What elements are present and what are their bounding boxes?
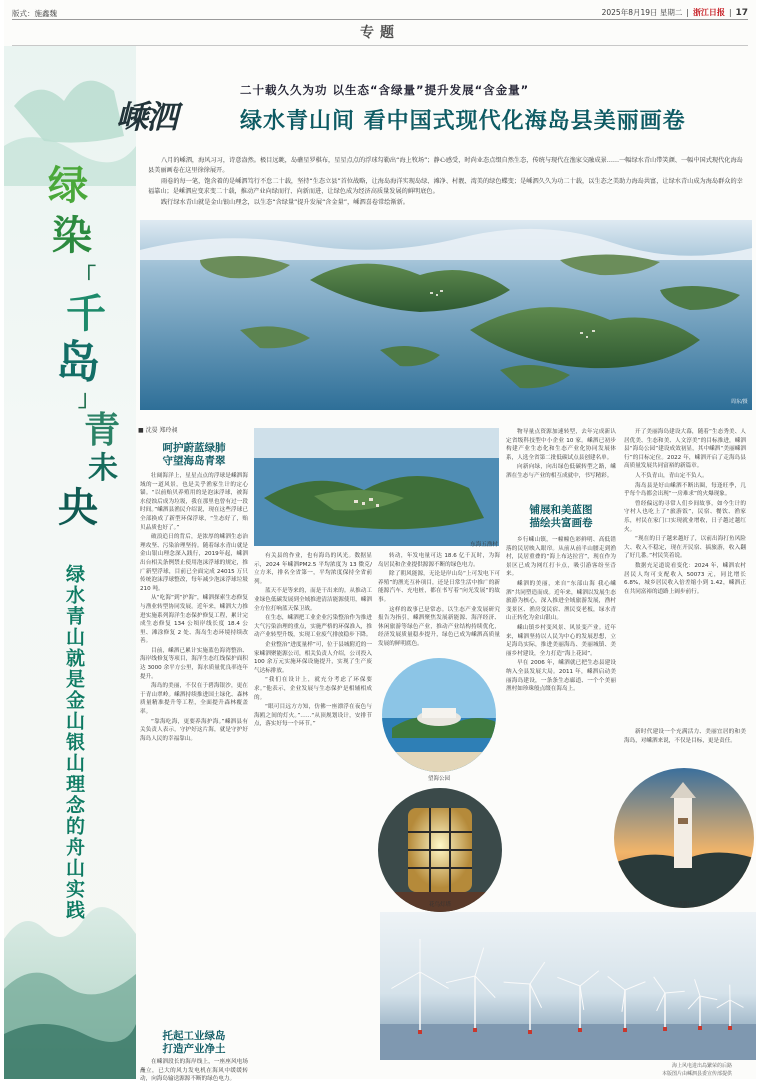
- col5-paragraph-3: 嵊山镇乡村变风景、风景变产业。近年来，嵊泗坚持以人民为中心的发展思想，立足海岛实际，推进美丽海岛、美丽城镇、美丽乡村建设，全力打造“海上花园”。: [506, 624, 616, 658]
- island-photo: [254, 428, 499, 546]
- col2-paragraph-1: 有关县的作业，也有海岛的风光。数据显示，2024 年嵊泗PM2.5 平均浓度为 13 微克/立方米，排名全省第一，平均浓度保持全省前列。: [254, 552, 372, 586]
- col1-paragraph-2: 破浪追日的背后，是浓厚的嵊泗生态治理攻坚、污染治理坚持。随着绿水青山就是金山银山理念深入践行，2019年起，嵊泗出台相关条例禁止使用泡沫浮球的规定，推广新型浮球，目前已全面完成 24015 万只传统泡沫浮球整改，每年减少泡沫浮球垃圾 210 吨。: [140, 533, 248, 593]
- col2-paragraph-6: “眼可目远方方知，仿佛一座漂浮在夜色与海鸥之间的灯火。”……“从顶规划设计，安排节点，落实好每一个环节。”: [254, 703, 372, 729]
- col2-paragraph-3: 在生态，嵊泗把工业企业污染整治作为推进大气污染治理的重点，实施严格的环保准入，推动产业转型升级，实现工业废气排放稳步下降。: [254, 614, 372, 640]
- col3-paragraph-1: 转动，年发电量可达 18.6 亿千瓦时，为海岛居民和企业提供源源不断的绿色电力。: [378, 552, 500, 569]
- hero-aerial-photo: [140, 220, 752, 410]
- caption-park: 望海公园: [414, 774, 464, 782]
- lighthouse-photo: [378, 788, 502, 912]
- col1-paragraph-3: 从“吃海”到“护海”，嵊泗探索生态修复与渔业转型协同发展。近年来，嵊泗大力推进实施系列海洋生态保护修复工程，累计完成生态修复 134 公顷岸线长度 18.4 公里、滩涂修复 2 处、海岛生态环境持续改善。: [140, 594, 248, 646]
- col2-tail-paragraph: 在嵊泗段长的海岸线上，一座座风电场矗立，已大的风力发电机在海风中缓缓转动，向海岛输送源源不断的绿色电力。: [140, 1058, 248, 1084]
- column-5: [506, 536, 616, 768]
- subhead-2-line-1: 铺展和美蓝图: [506, 504, 616, 517]
- subhead-2-line-2: 描绘共富画卷: [506, 517, 616, 530]
- column-2: [254, 552, 372, 1072]
- col6-paragraph-4: 曾经偏远的寻常人们乡间故事，如今生计的守村人也吃上了“旅游饭”，民宿、餐饮、渔家乐，村民在家门口实现就业增收，日子越过越红火。: [624, 500, 746, 534]
- col7-paragraph-1: 新时代建设一个充满活力、美丽宜居的和美海岛，对嵊泗来说，不仅是目标，更是责任。: [624, 728, 746, 745]
- header-right: 2025年8月19日 星期二 | 浙江日报 | 17: [602, 7, 748, 18]
- page-number: 17: [735, 8, 748, 18]
- edition-editor: 版式：施鑫魏: [12, 8, 57, 19]
- col6-paragraph-5: “现在的日子越来越好了，以前出海打鱼风险大、收入不稳定，现在开民宿、搞旅游，收入翻了好几番。”村民笑着说。: [624, 535, 746, 561]
- subhead-1-line-2: 守望海岛青翠: [140, 455, 248, 468]
- column-7: [624, 728, 746, 758]
- col3-paragraph-3: 这样的故事已是常态。以生态产业发展研究报告为指引，嵊泗聚焦发展新能源、海洋经济、休闲旅游等绿色产业，推动产业结构持续优化，经济发展质量稳步提升，绿色已成为嵊泗高质量发展的鲜明底色。: [378, 606, 500, 649]
- viewpoint-photo: [614, 768, 754, 908]
- subhead-1: [140, 442, 248, 468]
- section-title: 专题: [4, 22, 756, 42]
- column-3: [378, 552, 500, 642]
- subhead-2: [506, 504, 616, 530]
- slogan-char-2: 染: [52, 216, 92, 256]
- column-6: [624, 428, 746, 728]
- hero-photo-credit: 周东/摄: [731, 398, 748, 405]
- intro-paragraph-3: 践行绿水青山就是金山银山理念，以生态“含绿量”提升发展“含金量”，嵊泗喜卷常绘渐新。: [148, 198, 744, 208]
- article-headline: 绿水青山间 看中国式现代化海岛县美丽画卷: [240, 104, 686, 135]
- slogan-char-6: 」: [78, 388, 100, 410]
- col1-paragraph-1: 壮阔海洋上，星星点点的浮球是嵊泗海域的一道风景，也是关乎渔家生计的定心锚。“以前贻贝养殖用的是泡沫浮球，被海水侵蚀后成为垃圾，我在那里也曾有过一段时间。”嵊泗县渔民介绍说，现在这些浮球已全部换成了新型环保浮球，“生态好了，贻贝品质也好了。”: [140, 472, 248, 532]
- windfarm-photo: [380, 912, 756, 1060]
- col6-paragraph-2: 人不负青山，青山定不负人。: [624, 472, 746, 481]
- col6-paragraph-6: 数据充足道说看变化：2024 年，嵊泗农村居民人均可支配收入 50073 元，同比增长 6.8%，城乡居民收入倍差缩小到 1.42，嵊泗正在共同富裕的道路上阔步前行。: [624, 562, 746, 596]
- park-photo: [382, 658, 496, 772]
- newspaper-page: [4, 0, 756, 1079]
- left-banner: [4, 46, 136, 1079]
- slogan-char-5: 岛: [56, 341, 100, 385]
- header-rule: [12, 19, 748, 20]
- issue-date: 2025年8月19日 星期二: [602, 7, 683, 18]
- slogan-char-3: 「: [74, 266, 96, 288]
- paper-name: 浙江日报: [693, 7, 725, 18]
- slogan-char-4: 千: [66, 294, 106, 334]
- subhead-1-line-1: 呵护蔚蓝绿肺: [140, 442, 248, 455]
- article-byline: ■ 沈晏 郑玲昶: [138, 425, 177, 434]
- intro-paragraph-2: 雨卷的每一笔，饱含着的是嵊泗笃行不怠二十载，坚持“生态立县”首位战略，让海岛海洋实现岛绿、滩净、村靓、湾美的绿色蝶变；是嵊泗久久为功二十载，以生态之美助力海岛共富，让绿水青山成为海岛群众的幸福靠山；是嵊泗应变求变二十载，推动产业向绿而行、向新而进，让绿色成为经济高质量发展的鲜明底色。: [148, 177, 744, 198]
- subhead-3-line-1: 托起工业绿岛: [140, 1030, 248, 1043]
- caption-lighthouse: 花鸟灯塔: [416, 900, 464, 908]
- slogan-char-8: 未: [88, 454, 118, 484]
- col6-paragraph-1: 开了美丽海岛建设大幕，随着“生态秀美、人居优美、生态和美、人文淳美”的目标推进，嵊泗县“海岛公园”建设成效初显，其中嵊泗“美丽嵊泗行”的目标定位。2022 年，嵊泗开启了走海岛县高质量发展共同富裕的新篇章。: [624, 428, 746, 471]
- intro-paragraph-1: 八月的嵊泗，海风习习，诗意盎然。极目远眺，岛礁星罗棋布，星星点点的浮球勾勒出“海上牧场”；静心感受，时尚业态点缀自然生态，传统与现代在渔家交融成景……一幅绿水青山带笑颜、一幅中国式现代化海岛县美丽画卷在这里徐徐展开。: [148, 156, 744, 177]
- slogan-main: [44, 166, 124, 546]
- col3-paragraph-2: 除了朝风能源，无论是岸山岛“上可发电下可养殖”的渔光互补项目，还是日常生活中推广的新能源汽车、充电桩，都在书写着“向光发展”的故事。: [378, 570, 500, 604]
- column-1: [140, 472, 248, 1024]
- column-1-tail: [140, 1058, 248, 1076]
- col5-paragraph-1: 乡行嵊山镇，一幢幢色彩鲜明、高低错落的民居映入眼帘。从前从前半山腰走到渔村，民居重叠的“海上布达拉宫”，现在作为景区已成为网红打卡点，吸引游客纷至沓来。: [506, 536, 616, 579]
- brand-calligraphy: 嵊泗: [116, 92, 176, 138]
- article-kicker: 二十载久久为功 以生态“含绿量”提升发展“含金量”: [240, 82, 529, 98]
- col1-paragraph-4: 目前，嵊泗已累计实施蓝色海湾整治、海岸线修复等项目，海洋生态红线保护面积达 3000 余平方公里，海水质量优良率连年提升。: [140, 647, 248, 681]
- slogan-char-9: 央: [58, 488, 98, 528]
- caption-windfarm: 海上风电进出岛繁荣的后路: [672, 1062, 732, 1069]
- caption-island: 东海五渔村: [464, 540, 504, 548]
- col1-paragraph-6: “靠海吃海，更要养海护海。”嵊泗县有关负责人表示，守护好这片海，就是守护好海岛人民的幸福靠山。: [140, 718, 248, 744]
- col4-paragraph-1: 物导量点资源加速转型，去年完成新认定省级科技型中小企业 10 家。嵊泗已初步构建产业生态化和生态产业化协同发展体系，人选全省第二批低碳试点县创建名单。: [506, 428, 616, 462]
- subhead-3: [140, 1030, 248, 1056]
- subhead-3-line-2: 打造产业净土: [140, 1043, 248, 1056]
- article-intro: [148, 156, 744, 208]
- photo-source-note: 本版图片由嵊泗县委宣传部提供: [662, 1070, 732, 1077]
- col2-paragraph-2: 蓝天不是等来的，而是干出来的。从推动工业绿色低碳发展到全域推进清洁能源使用，嵊泗全方位打响蓝天保卫战。: [254, 587, 372, 613]
- col6-paragraph-3: 海岛县是好山嵊泗不断出圈，每逢旺季，几乎每个岛都会出现“一房难求”的火爆现象。: [624, 482, 746, 499]
- col5-paragraph-2: 嵊泗的美丽，来自“东部山海 我心嵊泗”共同塑造而成。近年来，嵊泗以发展生态旅游为核心，深入推进全域旅游发展，渔村变景区、渔房变民宿、渔民变老板，绿水青山正转化为金山银山。: [506, 580, 616, 623]
- caption-viewpoint: 六合朝阳景区: [654, 900, 714, 908]
- col2-paragraph-5: “我们在设计上，就充分考虑了环保要求。”他表示，企业发展与生态保护是相辅相成的。: [254, 676, 372, 702]
- slogan-sub: 绿水青山就是金山银山理念的舟山实践: [62, 564, 86, 921]
- page-header: [12, 6, 748, 20]
- col2-paragraph-4: 企业整治“进度量样”可，位于县城附近的一家嵊泗聚能源公司，相关负责人介绍，公司投入 100 余万元实施环保设施提升，实现了生产废气达标排放。: [254, 641, 372, 675]
- col4-paragraph-2: 向新向绿，向出绿色低碳转型之路，嵊泗在生态与产业的相互成就中，书写精彩。: [506, 463, 616, 480]
- col5-paragraph-4: 早在 2006 年，嵊泗就已把生态县建设纳入全县发展大局。2011 年，嵊泗启动美丽海岛建设，一条条生态廊道、一个个美丽渔村如珍珠般点缀在海岛上。: [506, 659, 616, 693]
- slogan-char-7: 青: [84, 412, 120, 448]
- column-4: [506, 428, 616, 494]
- slogan-char-1: 绿: [48, 166, 88, 206]
- col1-paragraph-5: 海岛的美丽，不仅在于碧海银沙，更在于青山翠岭。嵊泗持续推进国土绿化、森林质量精准提升等工程，全面提升森林覆盖率。: [140, 682, 248, 716]
